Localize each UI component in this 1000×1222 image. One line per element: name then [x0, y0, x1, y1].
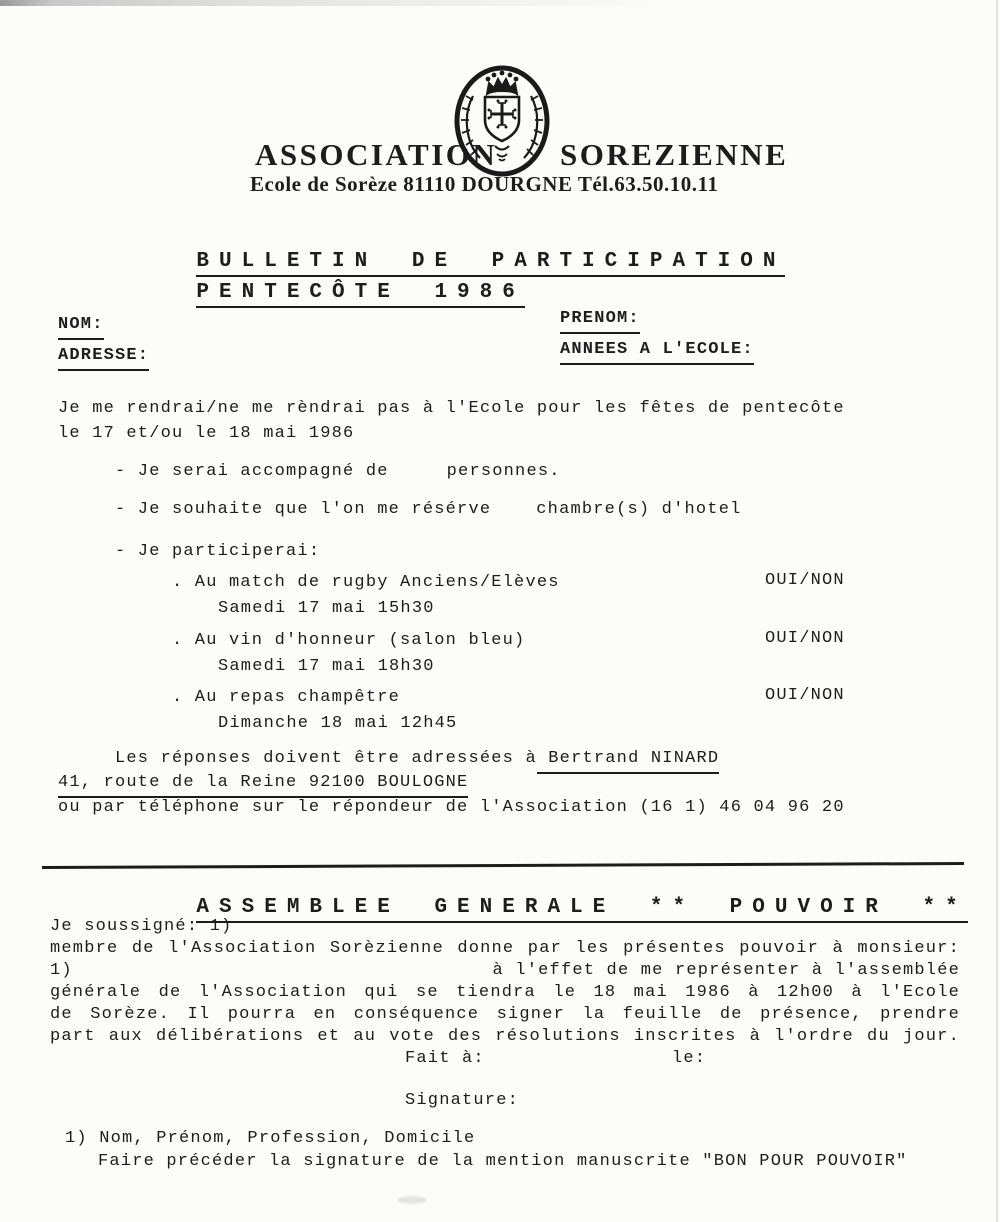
option-reserve: - Je souhaite que l'on me résérve chambre(s) d'hotel — [115, 500, 742, 519]
signature-label: Signature: — [405, 1091, 520, 1110]
responses-line1: Les réponses doivent être adressées à Bertrand NINARD — [115, 746, 719, 774]
option-participate: - Je participerai: — [115, 542, 321, 561]
bulletin-title-line1: BULLETIN DE PARTICIPATION — [58, 226, 785, 301]
event-date: Dimanche 18 mai 12h45 — [218, 714, 458, 733]
bulletin-title-line2: PENTECÔTE 1986 — [58, 257, 525, 332]
field-prenom: PRENOM: — [560, 306, 640, 334]
assembly-heading: ASSEMBLEE GENERALE ** POUVOIR ** — [58, 872, 968, 947]
le-label: le: — [672, 1049, 707, 1068]
association-crest-logo-icon — [452, 62, 552, 178]
pouvoir-line2: membre de l'Association Sorèzienne donne par les présentes pouvoir à monsieur: — [50, 939, 960, 958]
org-name-right: SOREZIENNE — [560, 137, 789, 172]
event-label: . Au match de rugby Anciens/Elèves — [172, 573, 560, 592]
org-name-left: ASSOCIATION — [255, 137, 498, 172]
responses-line2: 41, route de la Reine 92100 BOULOGNE — [58, 770, 468, 798]
event-choice-oui-non: OUI/NON — [765, 686, 845, 705]
fait-a-label: Fait à: — [405, 1049, 485, 1068]
pouvoir-line3: 1) à l'effet de me représenter à l'assemblée — [50, 961, 960, 980]
intro-line1: Je me rendrai/ne me rèndrai pas à l'Ecole pour les fêtes de pentecôte — [58, 399, 845, 418]
field-adresse: ADRESSE: — [58, 343, 149, 371]
event-date: Samedi 17 mai 18h30 — [218, 657, 435, 676]
option-accompany: - Je serai accompagné de personnes. — [115, 462, 561, 481]
event-choice-oui-non: OUI/NON — [765, 629, 845, 648]
org-address-line: Ecole de Sorèze 81110 DOURGNE Tél.63.50.10.11 — [250, 172, 719, 196]
responses-line3: ou par téléphone sur le répondeur de l'Association (16 1) 46 04 96 20 — [58, 798, 845, 817]
scan-streak-artifact — [0, 0, 670, 6]
event-label: . Au repas champêtre — [172, 688, 401, 707]
section-divider-rule — [42, 862, 964, 869]
footnote-line2: Faire précéder la signature de la mention manuscrite "BON POUR POUVOIR" — [98, 1152, 908, 1171]
field-nom: NOM: — [58, 312, 104, 340]
pouvoir-line4: générale de l'Association qui se tiendra le 18 mai 1986 à 12h00 à l'Ecole — [50, 983, 960, 1002]
pouvoir-line1: Je soussigné: 1) — [50, 917, 233, 936]
footnote-line1: 1) Nom, Prénom, Profession, Domicile — [65, 1129, 476, 1148]
pouvoir-line5: de Sorèze. Il pourra en conséquence signer la feuille de présence, prendre — [50, 1005, 960, 1024]
responses-contact-name: Bertrand NINARD — [537, 746, 719, 774]
field-annees-ecole: ANNEES A L'ECOLE: — [560, 337, 754, 365]
pouvoir-paragraph — [50, 916, 960, 1048]
scan-edge-artifact — [996, 0, 998, 1222]
pouvoir-line6: part aux délibérations et au vote des résolutions inscrites à l'ordre du jour. — [50, 1027, 960, 1046]
intro-line2: le 17 et/ou le 18 mai 1986 — [58, 424, 355, 443]
event-choice-oui-non: OUI/NON — [765, 571, 845, 590]
scan-smudge-artifact — [398, 1196, 426, 1204]
event-label: . Au vin d'honneur (salon bleu) — [172, 631, 526, 650]
intro-paragraph — [58, 396, 845, 446]
event-date: Samedi 17 mai 15h30 — [218, 599, 435, 618]
